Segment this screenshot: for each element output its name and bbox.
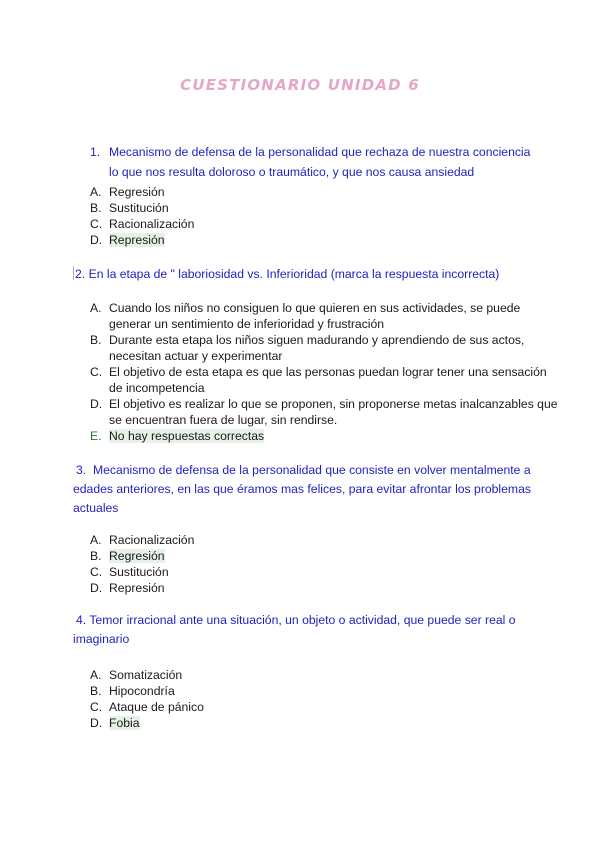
question-1 [90, 142, 570, 182]
options-list-1 [90, 184, 560, 248]
question-number: 2. [75, 267, 86, 281]
option[interactable]: B. Sustitución [90, 201, 169, 215]
question-text-line-2: lo que nos resulta doloroso o traumático, y que nos causa ansiedad [109, 165, 475, 179]
text-cursor-mark [73, 266, 74, 280]
option[interactable]: A. Cuando los niños no consiguen lo que quieren en sus actividades, se puede generar un sentimiento de inferioridad y frustración [90, 301, 521, 331]
option[interactable]: C. Ataque de pánico [90, 700, 204, 714]
option-correct[interactable]: D. Represión [90, 233, 165, 247]
options-list-4 [90, 667, 560, 731]
question-number: 1. [90, 145, 101, 159]
question-3 [73, 461, 533, 518]
answer-highlight: Regresión [109, 549, 165, 563]
option[interactable]: D. El objetivo es realizar lo que se proponen, sin proponerse metas inalcanzables que se encuentran fuera de lugar, sin rendirse. [90, 397, 558, 427]
question-text: Mecanismo de defensa de la personalidad que consiste en volver mentalmente a edades anteriores, en las que éramos mas felices, para evitar afrontar los problemas actuales [73, 463, 531, 515]
question-text: En la etapa de " laboriosidad vs. Inferioridad (marca la respuesta incorrecta) [88, 267, 500, 281]
question-number: 3. [76, 463, 87, 477]
question-text-line-1: Mecanismo de defensa de la personalidad que rechaza de nuestra conciencia [109, 145, 531, 159]
page-title: CUESTIONARIO UNIDAD 6 [180, 76, 420, 94]
option[interactable]: C. El objetivo de esta etapa es que las personas puedan lograr tener una sensación de incompetencia [90, 365, 547, 395]
question-2 [73, 264, 573, 284]
question-number: 4. [76, 613, 87, 627]
option[interactable]: B. Durante esta etapa los niños siguen madurando y aprendiendo de sus actos, necesitan actuar y experimentar [90, 333, 525, 363]
question-text: Temor irracional ante una situación, un objeto o actividad, que puede ser real o imaginario [73, 613, 516, 646]
question-4 [73, 611, 533, 649]
answer-highlight: Fobia [109, 716, 140, 730]
option-correct[interactable]: B. Regresión [90, 549, 165, 563]
option[interactable]: C. Racionalización [90, 217, 195, 231]
options-list-2 [90, 300, 560, 444]
option[interactable]: B. Hipocondría [90, 684, 175, 698]
option[interactable]: A. Somatización [90, 668, 183, 682]
option-correct[interactable]: D. Fobia [90, 716, 140, 730]
option[interactable]: A. Racionalización [90, 533, 195, 547]
answer-highlight: No hay respuestas correctas [109, 429, 265, 443]
option[interactable]: D. Represión [90, 581, 165, 595]
answer-highlight: Represión [109, 233, 165, 247]
options-list-3 [90, 532, 560, 596]
option-correct[interactable]: E. No hay respuestas correctas [90, 429, 265, 443]
option[interactable]: C. Sustitución [90, 565, 169, 579]
option[interactable]: A. Regresión [90, 185, 165, 199]
